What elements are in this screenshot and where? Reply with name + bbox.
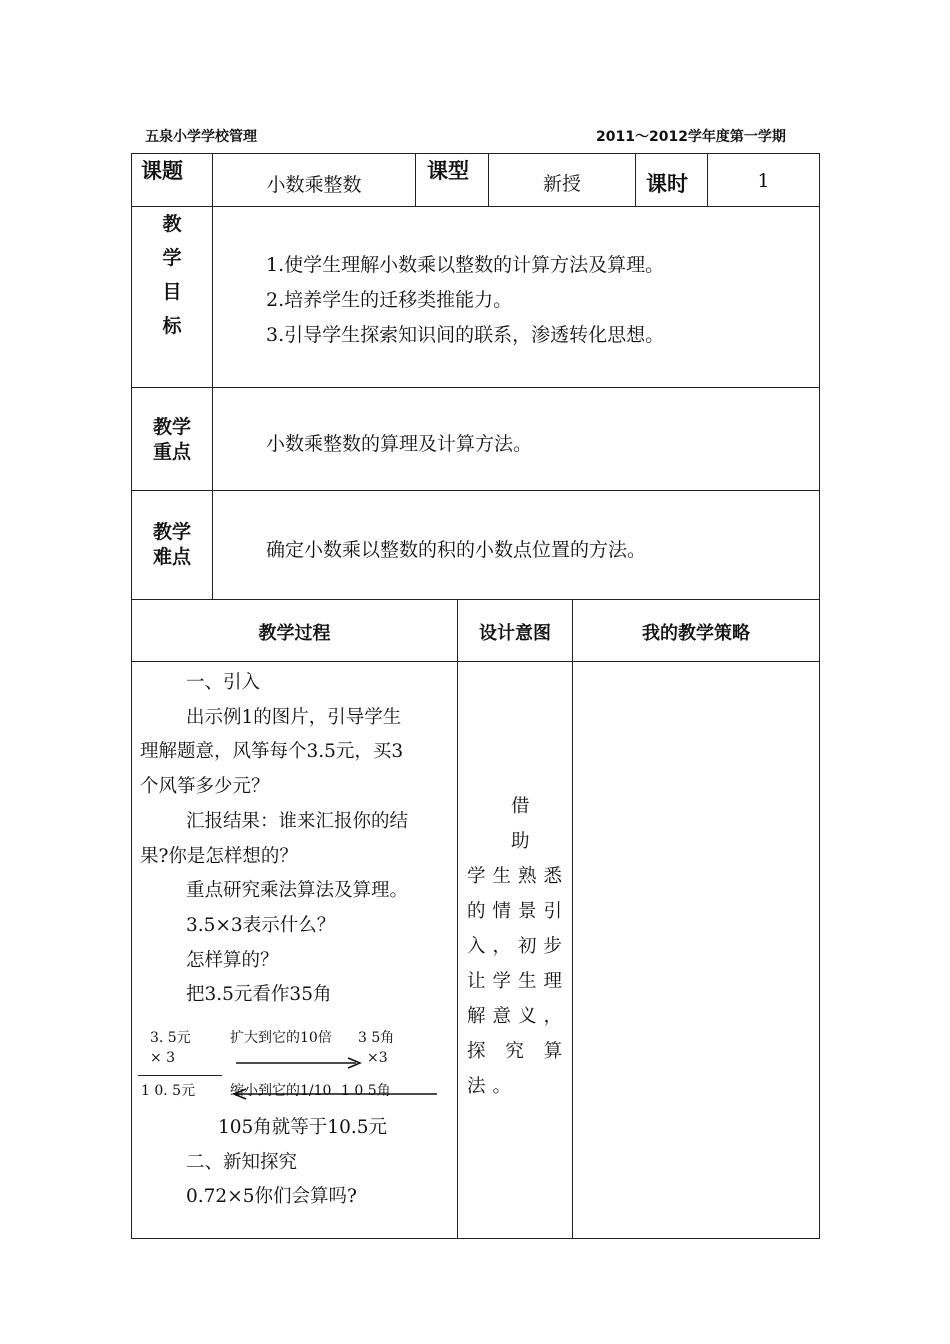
strategy-cell[interactable] [573,662,819,1238]
process-line: 个风筝多少元？ [140,776,270,798]
row-divider [131,599,820,600]
diagram-right-bottom: 1 0 5角 [341,1083,391,1099]
intent-line: 探 究 算 [467,1041,570,1062]
topic-value: 小数乘整数 [266,174,362,196]
diagram-left-mid: × 3 [150,1050,176,1066]
diagram-underline-left [138,1075,222,1076]
arrow-down-label: 缩小到它的1/10 [230,1083,332,1099]
process-line: 果?你是怎样想的？ [140,845,298,867]
difficulty-label: 教学 难点 [152,521,191,568]
row-divider [131,387,820,388]
table-border-top [131,153,820,154]
arrow-up-label: 扩大到它的10倍 [230,1030,332,1046]
process-line: 3.5×3表示什么？ [186,914,336,936]
process-column-header: 教学过程 [258,623,331,644]
objective-item: 2.培养学生的迁移类推能力。 [266,289,513,311]
intent-line: 入，初步 [467,936,570,957]
objectives-label: 教 学 目 标 [162,213,182,337]
objectives-list [266,248,664,353]
process-line: 二、新知探究 [186,1151,298,1173]
right-arrow-icon [236,1055,366,1071]
intent-line: 解意义， [467,1006,570,1027]
hours-label: 课时 [646,172,688,196]
diagram-left-bottom: 1 0. 5元 [141,1083,196,1099]
process-line: 理解题意，风筝每个3.5元，买3 [140,741,404,763]
process-text-top [140,666,408,1013]
school-name: 五泉小学学校管理 [145,129,257,145]
design-intent-text [467,789,571,1104]
intent-line: 借 助 [511,796,537,852]
key-point-text: 小数乘整数的算理及计算方法。 [266,433,533,455]
process-line: 一、引入 [186,672,261,693]
label-column-divider [212,153,213,600]
left-arrow-icon [232,1086,440,1102]
intent-line: 学生熟悉 [467,866,570,887]
intent-line: 让学生理 [467,971,570,992]
diagram-left-top: 3. 5元 [150,1030,191,1046]
process-column-divider [457,599,458,1239]
term-label: 2011～2012学年度第一学期 [596,129,786,145]
cell-divider [415,153,416,207]
cell-divider [635,153,636,207]
topic-label: 课题 [141,159,183,183]
diagram-right-top: 3 5角 [358,1030,395,1046]
intent-line: 法。 [467,1076,519,1097]
process-line: 把3.5元看作35角 [186,984,332,1006]
diagram-right-mid: ×3 [367,1050,388,1066]
process-line: 汇报结果：谁来汇报你的结 [186,810,409,832]
row-divider [131,490,820,491]
intent-line: 的情景引 [467,901,570,922]
process-line: 重点研究乘法算法及算理。 [186,880,409,902]
strategy-column-header: 我的教学策略 [642,623,750,644]
type-value: 新授 [542,173,581,195]
table-border-bottom [131,1238,820,1239]
process-line: 出示例1的图片，引导学生 [186,706,402,728]
row-divider [131,206,820,207]
intent-column-header: 设计意图 [479,623,551,644]
table-border-right [819,153,820,1239]
process-line: 0.72×5你们会算吗? [186,1186,357,1208]
key-point-label: 教学 重点 [152,416,191,463]
process-line: 105角就等于10.5元 [218,1117,388,1138]
type-label: 课型 [427,159,469,183]
objective-item: 1.使学生理解小数乘以整数的计算方法及算理。 [266,254,665,276]
hours-value: 1 [757,170,770,192]
difficulty-text: 确定小数乘以整数的积的小数点位置的方法。 [266,539,647,561]
process-line: 怎样算的？ [186,949,279,971]
objective-item: 3.引导学生探索知识间的联系，渗透转化思想。 [266,324,665,346]
process-text-bottom [140,1111,387,1215]
